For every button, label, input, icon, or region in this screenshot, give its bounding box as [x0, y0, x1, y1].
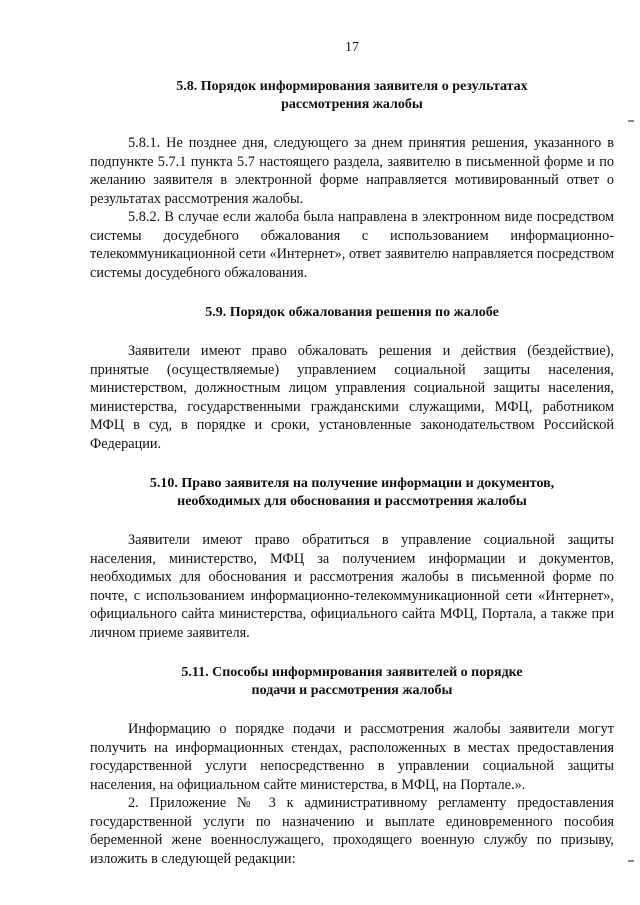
section-title-line: 5.9. Порядок обжалования решения по жалобе — [205, 305, 499, 320]
section-5-11 — [90, 664, 614, 868]
section-title-line: необходимых для обоснования и рассмотрения жалобы — [177, 494, 527, 509]
paragraph: Информацию о порядке подачи и рассмотрения жалобы заявители могут получить на информационных стендах, расположенных в местах предоставления государственной услуги непосредственно в управлении социальной защиты населения, на официальном сайте министерства, в МФЦ, на Портале.». — [90, 721, 614, 793]
paragraph: Заявители имеют право обратиться в управление социальной защиты населения, министерство, МФЦ за получением информации и документов, необходимых для обоснования и рассмотрения жалобы в письменной форме по почте, с использованием информационно-телекоммуникационной сети «Интернет», официального сайта министерства, официального сайта МФЦ, Портала, а также при личном приеме заявителя. — [90, 532, 614, 641]
paragraph: 2. Приложение № 3 к административному регламенту предоставления государственной услуги по назначению и выплате единовременного пособия беременной жене военнослужащего, проходящего военную службу по призыву, изложить в следующей редакции: — [90, 795, 614, 867]
paragraph: 5.8.1. Не позднее дня, следующего за днем принятия решения, указанного в подпункте 5.7.1 пункта 5.7 настоящего раздела, заявителю в письменной форме и по желанию заявителя в электронной форме направляется мотивированный ответ о результатах рассмотрения жалобы. — [90, 135, 614, 207]
scan-edge-mark — [628, 120, 634, 122]
scan-edge-mark — [628, 860, 634, 862]
section-title-line: подачи и рассмотрения жалобы — [251, 683, 453, 698]
section-title-line: 5.8. Порядок информирования заявителя о результатах — [176, 79, 528, 94]
section-5-10 — [90, 475, 614, 642]
paragraph: 5.8.2. В случае если жалоба была направлена в электронном виде посредством системы досудебного обжалования с использованием информационно-телекоммуникационной сети «Интернет», ответ заявителю направляется посредством системы досудебного обжалования. — [90, 209, 614, 281]
page-number: 17 — [345, 40, 359, 55]
section-title — [90, 78, 614, 114]
section-title-line: 5.11. Способы информирования заявителей о порядке — [181, 665, 523, 680]
section-5-8 — [90, 78, 614, 282]
section-5-9 — [90, 304, 614, 453]
section-title-line: 5.10. Право заявителя на получение информации и документов, — [149, 476, 555, 491]
section-title-line: рассмотрения жалобы — [281, 97, 423, 112]
section-title — [90, 664, 614, 700]
paragraph: Заявители имеют право обжаловать решения и действия (бездействие), принятые (осуществляемые) управлением социальной защиты населения, министерством, должностным лицом управления социальной защиты населения, министерства, государственными гражданскими служащими, МФЦ, работником МФЦ в суд, в порядке и сроки, установленные законодательством Российской Федерации. — [90, 343, 614, 452]
section-title — [90, 304, 614, 322]
section-title — [90, 475, 614, 511]
